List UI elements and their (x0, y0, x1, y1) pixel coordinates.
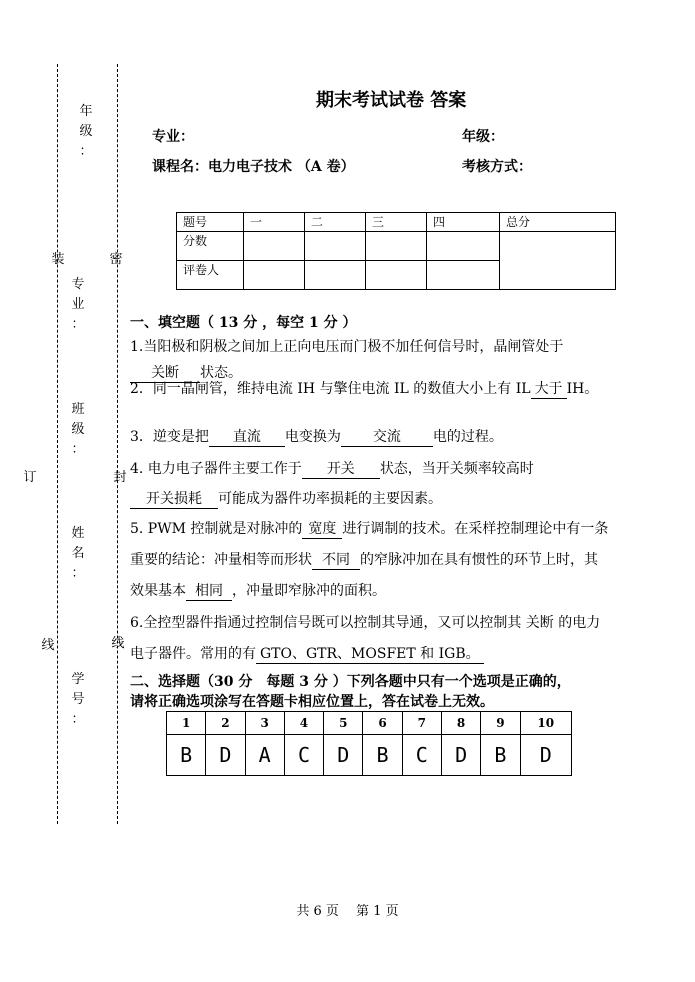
answer-choice: D (324, 735, 363, 776)
question-number: 8 (441, 712, 480, 735)
question-1: 1.当阳极和阴极之间加上正向电压而门极不加任何信号时，晶闸管处于关断 状态。 (130, 339, 564, 381)
grade-side-label: 年 级 ： (79, 104, 93, 159)
question-number: 10 (520, 712, 571, 735)
answer-choice: A (245, 735, 284, 776)
answer-choice: D (206, 735, 245, 776)
seal-char-mi: 密 (109, 252, 123, 267)
question-6: 6.全控型器件指通过控制信号既可以控制其导通，又可以控制其 关断 的电力电子器件。常用的有 GTO、GTR、MOSFET 和 IGB。 (130, 615, 601, 662)
question-number: 1 (167, 712, 206, 735)
question-4: 4. 电力电子器件主要工作于 开关 状态，当开关频率较高时开关损耗 可能成为器件功率损耗的主要因素。 (130, 461, 534, 507)
answer-blank: GTO、GTR、MOSFET 和 IGB。 (256, 645, 484, 664)
grade-label: 年级： (462, 129, 504, 145)
answer-blank: 直流 (209, 428, 285, 447)
question-number: 6 (363, 712, 402, 735)
question-number: 3 (245, 712, 284, 735)
question-2: 2．同一晶闸管，维持电流 IH 与擎住电流 IL 的数值大小上有 IL 大于 IH。 (130, 381, 599, 397)
exam-mode-label: 考核方式： (462, 159, 532, 175)
question-number: 7 (402, 712, 441, 735)
page-title: 期末考试试卷 答案 (316, 90, 467, 111)
major-label: 专业： (152, 129, 194, 145)
answer-blank: 开关损耗 (130, 490, 218, 509)
answer-choice: B (363, 735, 402, 776)
answer-choice: D (441, 735, 480, 776)
answer-choice: B (167, 735, 206, 776)
seal-char-feng: 封 (113, 470, 127, 485)
answer-blank: 相同 (186, 582, 232, 601)
question-number: 2 (206, 712, 245, 735)
answer-choice: D (520, 735, 571, 776)
major-side-label: 专 业 ： (71, 277, 85, 332)
score-header-cell: 总分 (500, 213, 616, 232)
score-header-cell: 题号 (177, 213, 244, 232)
page-footer: 共 6 页 第 1 页 (296, 904, 399, 919)
name-side-label: 姓 名 ： (71, 526, 85, 581)
answer-choice: C (402, 735, 441, 776)
question-3: 3．逆变是把 直流 电变换为 交流 电的过程。 (130, 429, 503, 445)
score-table (176, 212, 616, 290)
answer-choice: B (481, 735, 520, 776)
answer-blank: 大于 (531, 380, 567, 399)
section1-heading: 一、填空题（ 13 分 ，每空 1 分 ） (130, 315, 357, 331)
answer-table (166, 711, 572, 776)
question-number: 5 (324, 712, 363, 735)
class-side-label: 班 级 ： (71, 402, 85, 457)
score-row-label: 分数 (177, 232, 244, 261)
seal-char-xian-right: 线 (111, 636, 125, 651)
score-header-cell: 三 (366, 213, 427, 232)
answer-blank: 宽度 (302, 520, 342, 539)
id-side-label: 学 号 ： (71, 672, 85, 727)
question-5: 5. PWM 控制就是对脉冲的 宽度 进行调制的技术。在采样控制理论中有一条重要的结论：冲量相等而形状 不同 的窄脉冲加在具有惯性的环节上时，其效果基本 相同 ，冲量即窄脉冲的面积。 (130, 521, 609, 599)
question-number: 9 (481, 712, 520, 735)
right-dashed-line (117, 64, 118, 824)
score-header-cell: 一 (244, 213, 305, 232)
answer-choice: C (284, 735, 323, 776)
score-header-cell: 四 (427, 213, 500, 232)
seal-char-ding: 订 (23, 470, 37, 485)
course-label: 课程名：电力电子技术 （A 卷） (152, 159, 355, 175)
grader-row-label: 评卷人 (177, 261, 244, 290)
left-dashed-line (57, 64, 58, 824)
answer-blank: 交流 (341, 428, 433, 447)
seal-char-zhuang: 装 (51, 252, 65, 267)
total-score-cell (500, 232, 616, 290)
score-header-cell: 二 (305, 213, 366, 232)
seal-char-xian-left: 线 (41, 638, 55, 653)
answer-blank: 关断 (130, 364, 200, 383)
section2-heading: 二、选择题（30 分 每题 3 分 ）下列各题中只有一个选项是正确的， 请将正确选项涂写在答题卡相应位置上，答在试卷上无效。 (130, 674, 571, 710)
answer-blank: 不同 (312, 551, 360, 570)
question-number: 4 (284, 712, 323, 735)
answer-blank: 开关 (302, 460, 380, 479)
